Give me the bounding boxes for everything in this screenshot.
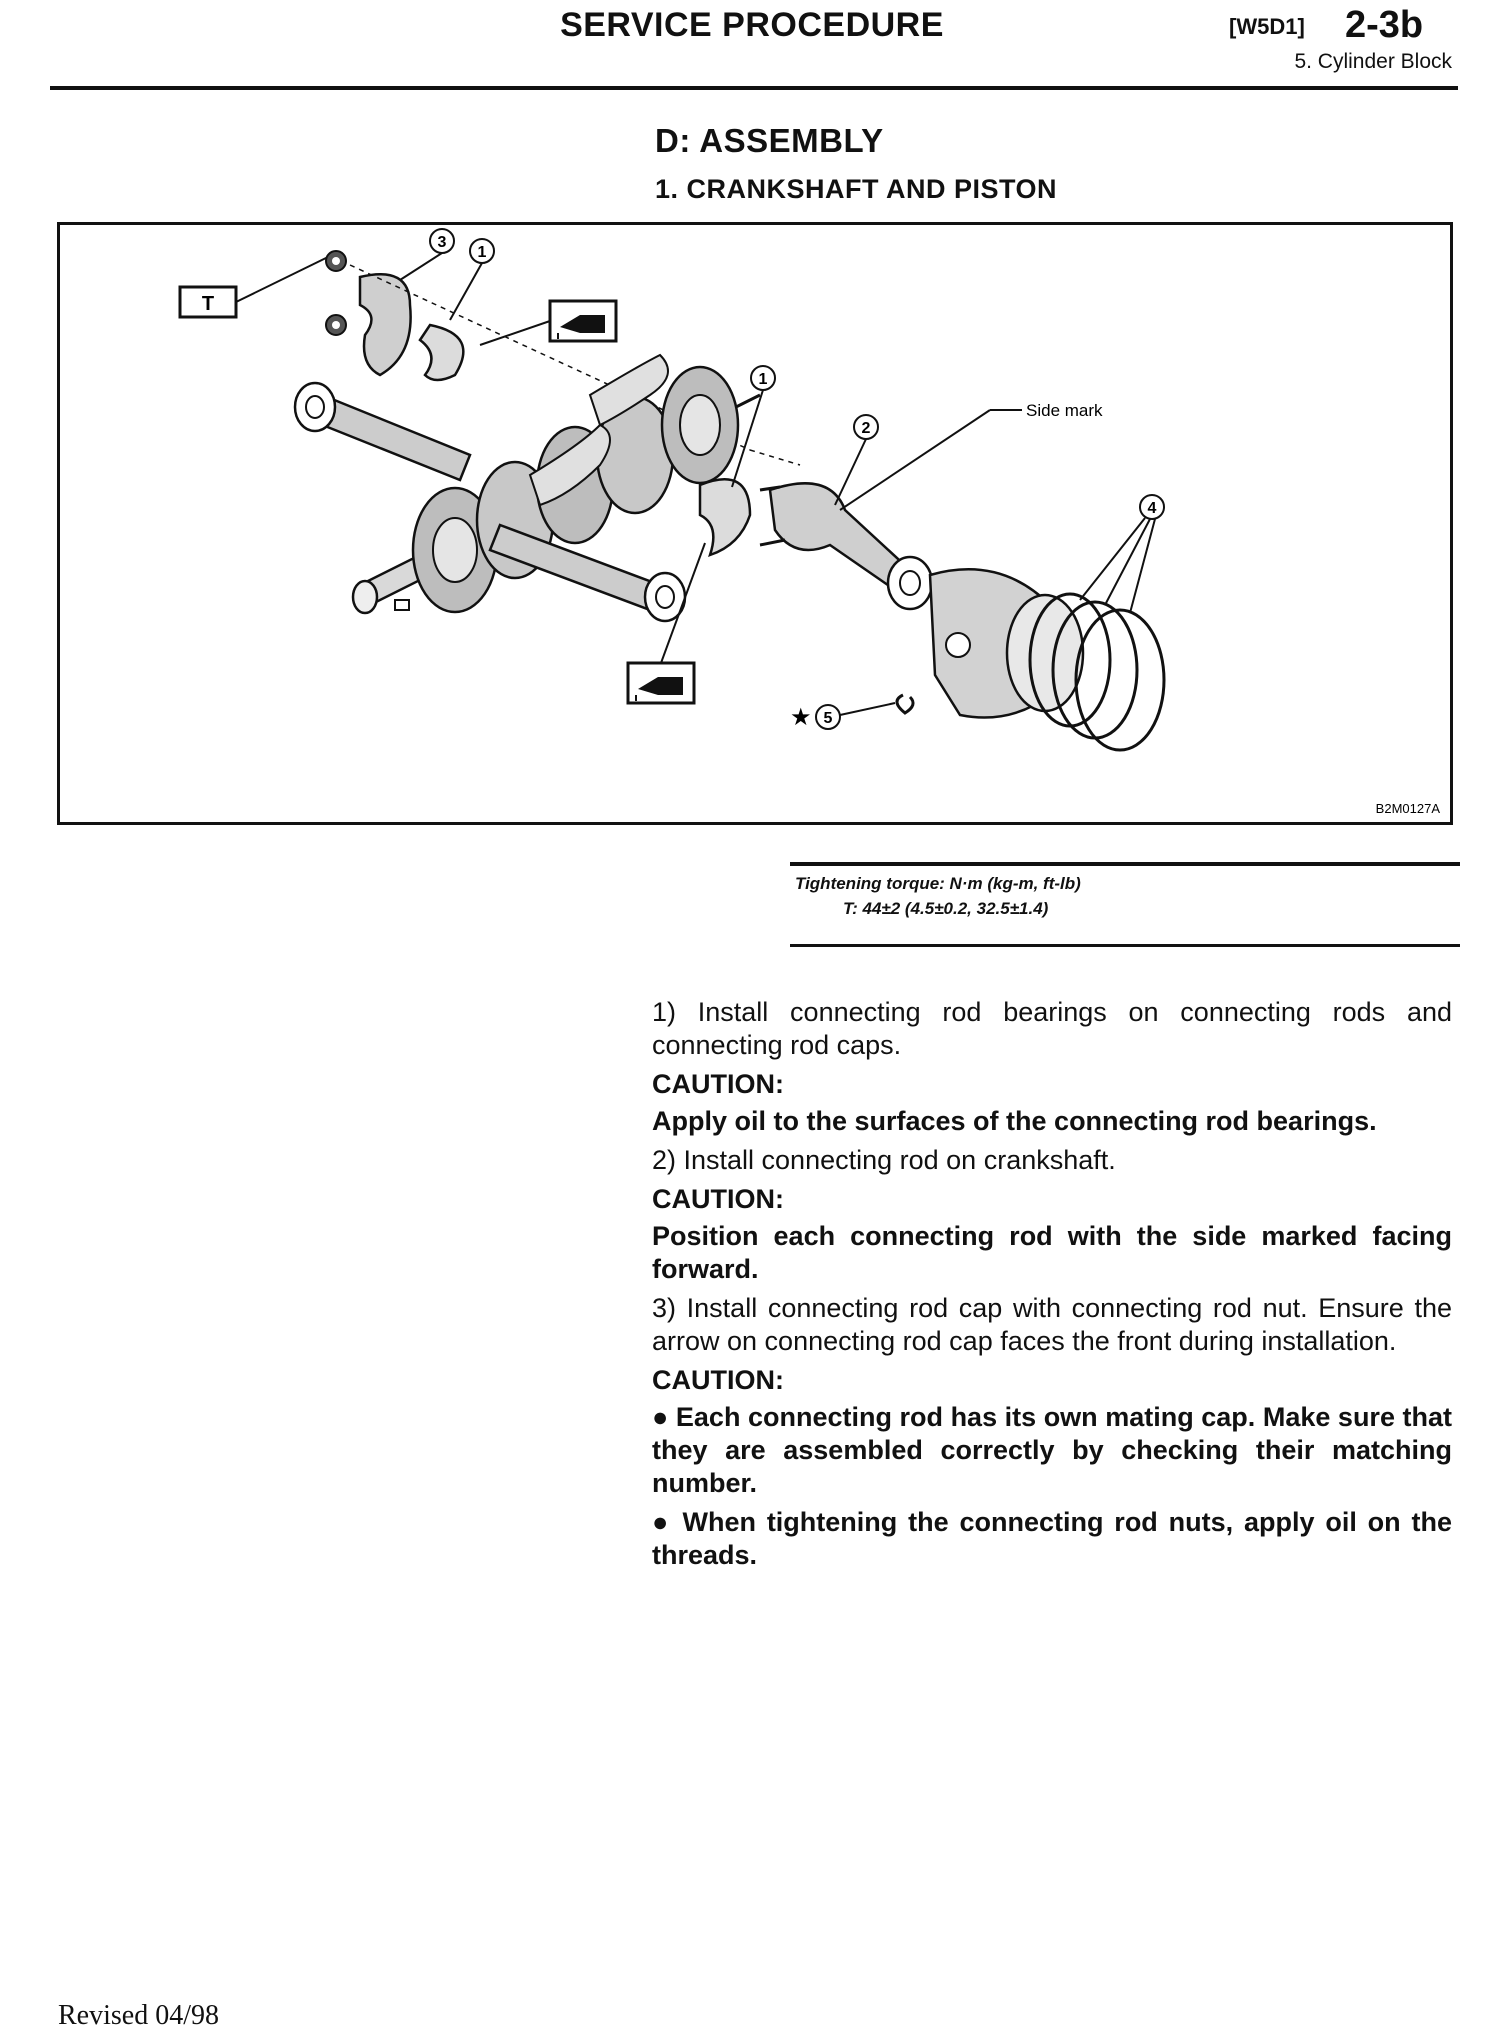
connecting-rod-cap (360, 274, 411, 375)
caution-heading: CAUTION: (652, 1069, 784, 1099)
header-divider (50, 86, 1458, 90)
connecting-rod (760, 483, 932, 609)
subsection-label: 5. Cylinder Block (1294, 50, 1452, 73)
connecting-rod-nut (326, 315, 346, 335)
side-mark-label: Side mark (1026, 401, 1103, 420)
callout-4 (1080, 495, 1164, 613)
revision-footer: Revised 04/98 (58, 2000, 219, 2031)
svg-text:3: 3 (437, 234, 447, 251)
exploded-diagram-figure (57, 222, 1453, 825)
callout-5 (790, 703, 895, 731)
installed-connecting-rod (295, 383, 470, 480)
procedure-text (652, 996, 1452, 1578)
subsection-title: 1. CRANKSHAFT AND PISTON (655, 174, 1058, 204)
figure-code: B2M0127A (1375, 801, 1440, 816)
oil-can-icon (628, 543, 705, 703)
torque-tag (180, 257, 328, 317)
torque-label: Tightening torque: N·m (kg-m, ft-lb) (795, 874, 1081, 893)
svg-text:4: 4 (1147, 500, 1157, 517)
svg-text:1: 1 (477, 244, 487, 261)
svg-text:5: 5 (823, 710, 833, 727)
step-2: 2) Install connecting rod on crankshaft. (652, 1145, 1116, 1175)
connecting-rod-nut (326, 251, 346, 271)
piston (930, 569, 1083, 717)
torque-divider-top (790, 862, 1460, 866)
oil-can-icon (480, 301, 616, 345)
callout-3 (400, 229, 454, 280)
callout-2 (835, 415, 878, 505)
torque-divider-bottom (790, 944, 1460, 947)
torque-value: T: 44±2 (4.5±0.2, 32.5±1.4) (843, 899, 1049, 918)
step-3: 3) Install connecting rod cap with connecting rod nut. Ensure the arrow on connecting rod cap faces the front during installation. (652, 1293, 1452, 1356)
svg-text:2: 2 (861, 420, 871, 437)
page-number: 2-3b (1345, 4, 1424, 46)
caution-1-text: Apply oil to the surfaces of the connecting rod bearings. (652, 1106, 1377, 1136)
caution-heading: CAUTION: (652, 1184, 784, 1214)
section-code: [W5D1] (1229, 14, 1305, 39)
crankshaft-piston-diagram (60, 225, 1450, 822)
side-mark-annotation (840, 401, 1103, 510)
svg-text:1: 1 (758, 371, 768, 388)
page-header-title: SERVICE PROCEDURE (560, 6, 944, 44)
snap-ring (897, 695, 913, 713)
callout-1-top (450, 239, 494, 320)
caution-2-text: Position each connecting rod with the side marked facing forward. (652, 1221, 1452, 1284)
caution-3-item-2: ● When tightening the connecting rod nuts, apply oil on the threads. (652, 1507, 1452, 1570)
caution-heading: CAUTION: (652, 1365, 784, 1395)
connecting-rod-bearing (700, 479, 750, 555)
section-title: D: ASSEMBLY (655, 122, 884, 159)
star-symbol: ★ (790, 704, 812, 731)
step-1: 1) Install connecting rod bearings on connecting rods and connecting rod caps. (652, 997, 1452, 1060)
connecting-rod-bearing (420, 325, 463, 380)
caution-3-item-1: ● Each connecting rod has its own mating cap. Make sure that they are assembled correctly by checking their matching number. (652, 1402, 1452, 1498)
torque-tag-label: T (201, 293, 215, 315)
